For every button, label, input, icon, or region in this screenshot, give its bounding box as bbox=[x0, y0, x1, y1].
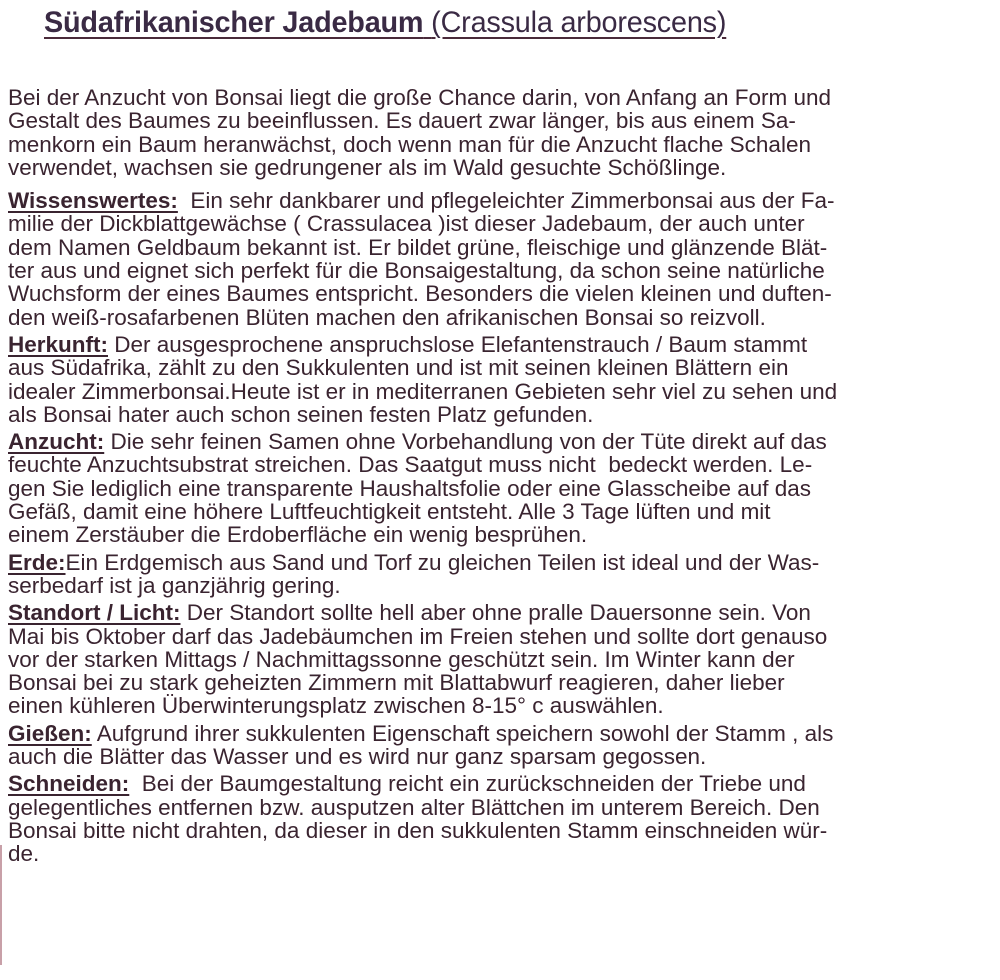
text-line: gen Sie lediglich eine transparente Haushaltsfolie oder eine Glasscheibe auf das bbox=[8, 475, 812, 501]
text-line: idealer Zimmerbonsai.Heute ist er in mediterranen Gebieten sehr viel zu sehen und bbox=[8, 378, 838, 404]
text-line bbox=[8, 551, 973, 574]
text-line: dem Namen Geldbaum bekannt ist. Er bildet grüne, fleischige und glänzende Blät- bbox=[8, 234, 828, 260]
text-line: serbedarf ist ja ganzjährig gering. bbox=[8, 572, 341, 598]
text-line: als Bonsai hater auch schon seinen festen Platz gefunden. bbox=[8, 401, 594, 427]
text-line bbox=[8, 772, 973, 795]
section-text: Der ausgesprochene anspruchslose Elefantenstrauch / Baum stammt bbox=[108, 331, 808, 357]
section-schneiden bbox=[8, 772, 973, 865]
text-line bbox=[8, 189, 973, 212]
text-line: gelegentliches entfernen bzw. ausputzen alter Blättchen im unterem Bereich. Den bbox=[8, 794, 820, 820]
section-text: Die sehr feinen Samen ohne Vorbehandlung von der Tüte direkt auf das bbox=[104, 429, 827, 455]
text-line: de. bbox=[8, 841, 40, 867]
text-line: Gefäß, damit eine höhere Luftfeuchtigkeit entsteht. Alle 3 Tage lüften und mit bbox=[8, 499, 771, 525]
text-line bbox=[8, 601, 973, 624]
text-line: Wuchsform der eines Baumes entspricht. Besonders die vielen kleinen und duften- bbox=[8, 281, 832, 307]
section-text: Der Standort sollte hell aber ohne pralle Dauersonne sein. Von bbox=[180, 600, 811, 626]
title-latin-name: (Crassula arborescens) bbox=[431, 6, 727, 39]
section-label: Gießen: bbox=[8, 720, 92, 746]
section-label: Schneiden: bbox=[8, 771, 130, 797]
section-label: Wissenswertes: bbox=[8, 188, 178, 214]
text-line bbox=[8, 430, 973, 453]
section-label: Standort / Licht: bbox=[8, 600, 181, 626]
text-line: menkorn ein Baum heranwächst, doch wenn man für die Anzucht flache Schalen bbox=[8, 131, 811, 157]
text-line: Gestalt des Baumes zu beeinflussen. Es dauert zwar länger, bis aus einem Sa- bbox=[8, 108, 796, 134]
text-line: milie der Dickblattgewächse ( Crassulacea )ist dieser Jadebaum, der auch unter bbox=[8, 211, 805, 237]
section-herkunft bbox=[8, 333, 973, 426]
section-label: Anzucht: bbox=[8, 429, 105, 455]
text-line: Bei der Anzucht von Bonsai liegt die große Chance darin, von Anfang an Form und bbox=[8, 85, 832, 110]
section-wissenswertes bbox=[8, 189, 973, 329]
text-line: Mai bis Oktober darf das Jadebäumchen im Freien stehen und sollte dort genauso bbox=[8, 623, 828, 649]
text-line: verwendet, wachsen sie gedrungener als im Wald gesuchte Schößlinge. bbox=[8, 154, 727, 180]
section-giessen bbox=[8, 722, 973, 769]
document-title bbox=[44, 4, 937, 42]
text-line: ter aus und eignet sich perfekt für die Bonsaigestaltung, da schon seine natürliche bbox=[8, 258, 825, 284]
section-erde bbox=[8, 551, 973, 598]
section-anzucht bbox=[8, 430, 973, 546]
title-common-name: Südafrikanischer Jadebaum bbox=[44, 6, 424, 39]
text-line bbox=[8, 333, 973, 356]
section-label: Erde: bbox=[8, 549, 66, 575]
text-line: auch die Blätter das Wasser und es wird nur ganz sparsam gegossen. bbox=[8, 744, 707, 770]
section-text: Ein Erdgemisch aus Sand und Torf zu gleichen Teilen ist ideal und der Was- bbox=[65, 549, 820, 575]
intro-paragraph bbox=[8, 86, 973, 179]
text-line: feuchte Anzuchtsubstrat streichen. Das Saatgut muss nicht bedeckt werden. Le- bbox=[8, 452, 813, 478]
section-text: Ein sehr dankbarer und pflegeleichter Zimmerbonsai aus der Fa- bbox=[177, 188, 835, 214]
text-line: Bonsai bei zu stark geheizten Zimmern mit Blattabwurf reagieren, daher lieber bbox=[8, 670, 785, 696]
section-text: Aufgrund ihrer sukkulenten Eigenschaft speichern sowohl der Stamm , als bbox=[91, 720, 834, 746]
text-line: einem Zerstäuber die Erdoberfläche ein wenig besprühen. bbox=[8, 522, 588, 548]
page-edge-divider bbox=[0, 845, 2, 965]
text-line: Bonsai bitte nicht drahten, da dieser in den sukkulenten Stamm einschneiden wür- bbox=[8, 817, 828, 843]
document-body bbox=[8, 86, 973, 866]
text-line: einen kühleren Überwinterungsplatz zwischen 8-15° c auswählen. bbox=[8, 693, 664, 719]
text-line: den weiß-rosafarbenen Blüten machen den afrikanischen Bonsai so reizvoll. bbox=[8, 304, 766, 330]
text-line: aus Südafrika, zählt zu den Sukkulenten und ist mit seinen kleinen Blättern ein bbox=[8, 355, 789, 381]
text-line bbox=[8, 722, 973, 745]
section-text: Bei der Baumgestaltung reicht ein zurückschneiden der Triebe und bbox=[129, 771, 806, 797]
section-label: Herkunft: bbox=[8, 331, 108, 357]
text-line: vor der starken Mittags / Nachmittagssonne geschützt sein. Im Winter kann der bbox=[8, 646, 795, 672]
section-standort-licht bbox=[8, 601, 973, 717]
